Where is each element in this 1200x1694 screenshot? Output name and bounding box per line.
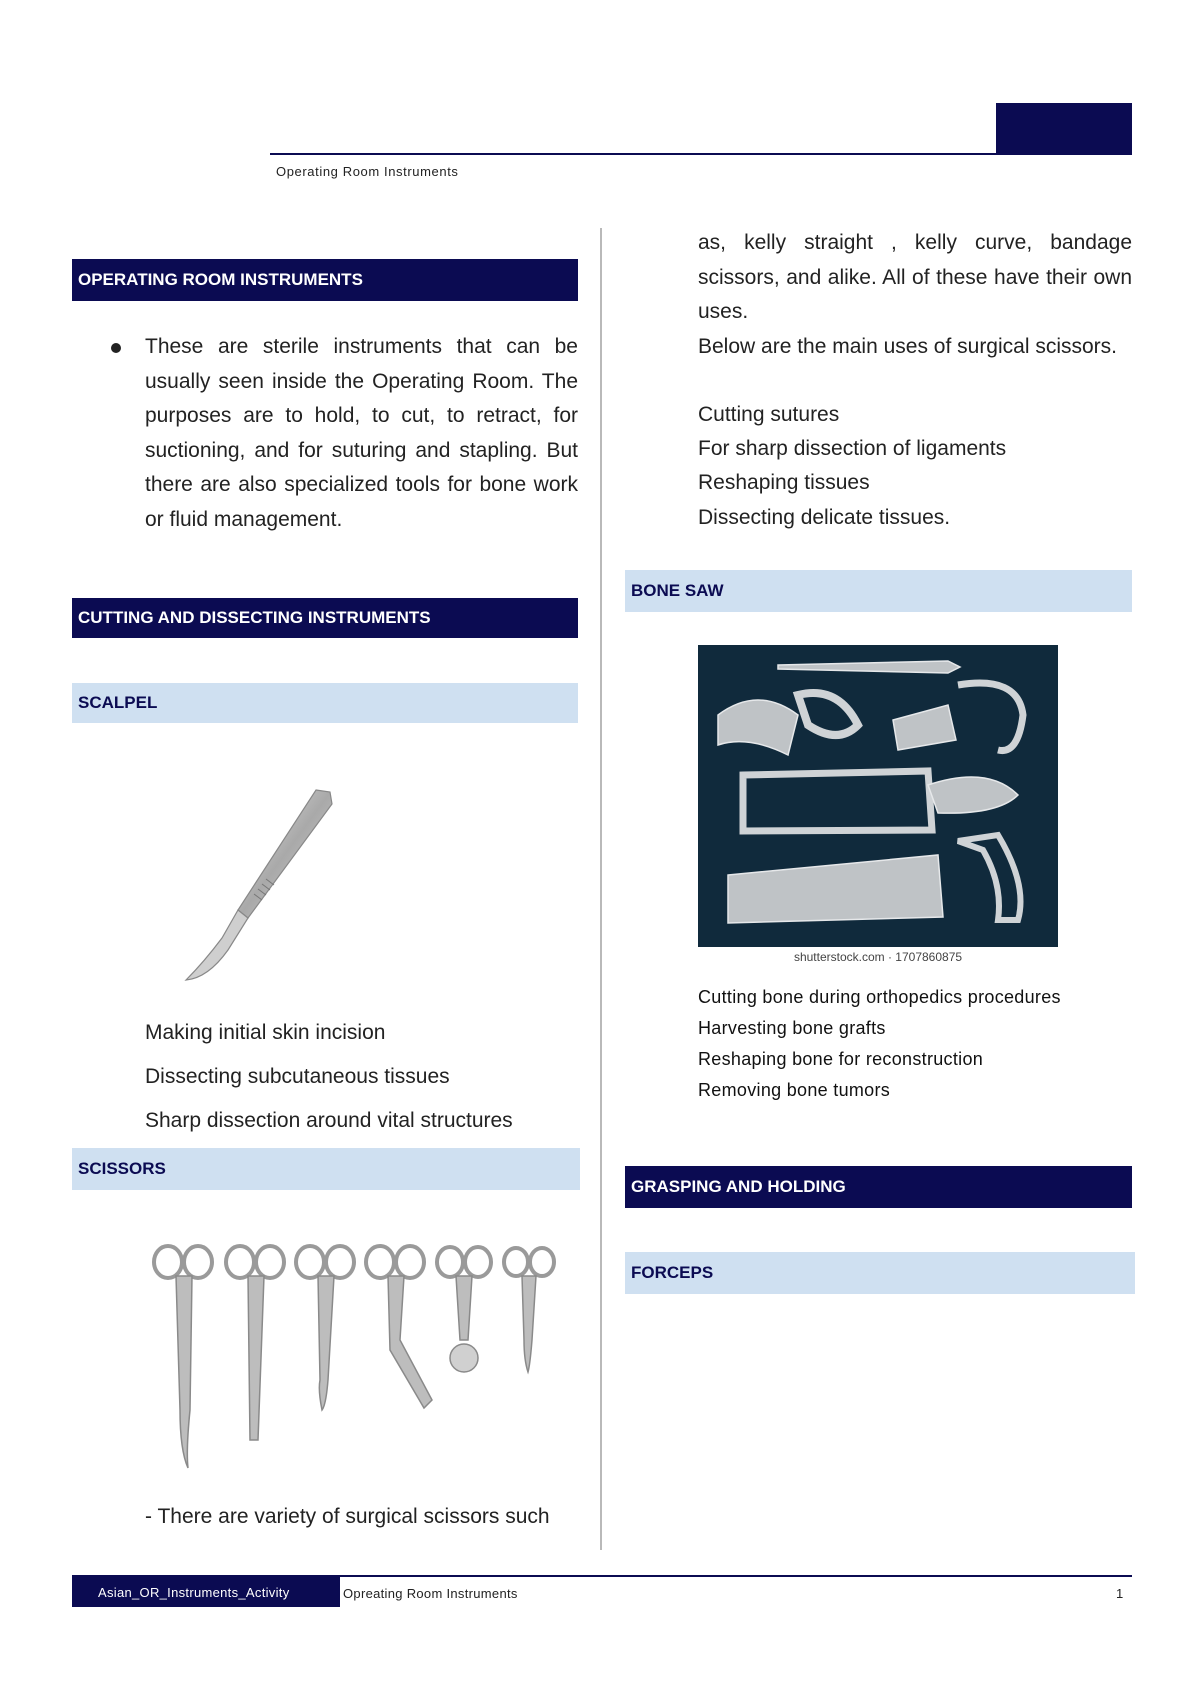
subheading-scissors [72, 1148, 580, 1190]
subheading-text: SCISSORS [78, 1159, 166, 1178]
column-divider [600, 228, 602, 1550]
bone-saw-drawing [698, 645, 1058, 947]
scalpel-image [168, 778, 368, 988]
scissors-use-1: Cutting sutures [698, 403, 840, 426]
bone-saw-use-4: Removing bone tumors [698, 1080, 891, 1100]
footer-label: Asian_OR_Instruments_Activity [98, 1584, 290, 1600]
subheading-bone-saw [625, 570, 1132, 612]
footer-title: Opreating Room Instruments [343, 1586, 518, 1601]
bone-saw-use-1: Cutting bone during orthopedics procedures [698, 987, 1061, 1007]
scissors-text-start: - There are variety of surgical scissors such [145, 1505, 550, 1528]
section-heading-text: GRASPING AND HOLDING [631, 1177, 846, 1196]
header-rule [270, 153, 1132, 155]
image-credit: shutterstock.com · 1707860875 [793, 950, 963, 964]
intro-paragraph: These are sterile instruments that can be usually seen inside the Operating Room. The purposes are to hold, to cut, to retract, for suctioning, and for suturing and stapling. But there are also specialized tools for bone work or fluid management. [145, 335, 578, 531]
subheading-text: SCALPEL [78, 693, 158, 712]
scissors-uses-intro: Below are the main uses of surgical scissors. [698, 335, 1118, 358]
footer-label-block [72, 1577, 340, 1607]
subheading-forceps [625, 1252, 1135, 1294]
header-accent-block [996, 103, 1132, 155]
scalpel-use-1: Making initial skin incision [145, 1021, 386, 1044]
scissors-use-3: Reshaping tissues [698, 471, 870, 494]
scalpel-use-3: Sharp dissection around vital structures [145, 1109, 513, 1132]
subheading-scalpel [72, 683, 578, 723]
section-heading-text: OPERATING ROOM INSTRUMENTS [78, 270, 363, 289]
bone-saw-image [698, 645, 1058, 947]
bone-saw-use-2: Harvesting bone grafts [698, 1018, 886, 1038]
subheading-text: BONE SAW [631, 581, 724, 600]
section-heading-cutting-dissecting [72, 598, 578, 638]
page-number: 1 [1116, 1586, 1124, 1601]
scissors-use-4: Dissecting delicate tissues. [698, 506, 951, 529]
bullet-icon [111, 343, 121, 353]
scalpel-use-2: Dissecting subcutaneous tissues [145, 1065, 450, 1088]
subheading-text: FORCEPS [631, 1263, 714, 1282]
scissors-image [150, 1240, 580, 1480]
header-title: Operating Room Instruments [276, 164, 459, 179]
scissors-text-continued: as, kelly straight , kelly curve, bandage scissors, and alike. All of these have their own uses. [698, 231, 1132, 323]
section-heading-text: CUTTING AND DISSECTING INSTRUMENTS [78, 608, 431, 627]
scissors-use-2: For sharp dissection of ligaments [698, 437, 1007, 460]
bone-saw-use-3: Reshaping bone for reconstruction [698, 1049, 984, 1069]
section-heading-grasping-holding [625, 1166, 1132, 1208]
section-heading-operating-room-instruments [72, 259, 578, 301]
